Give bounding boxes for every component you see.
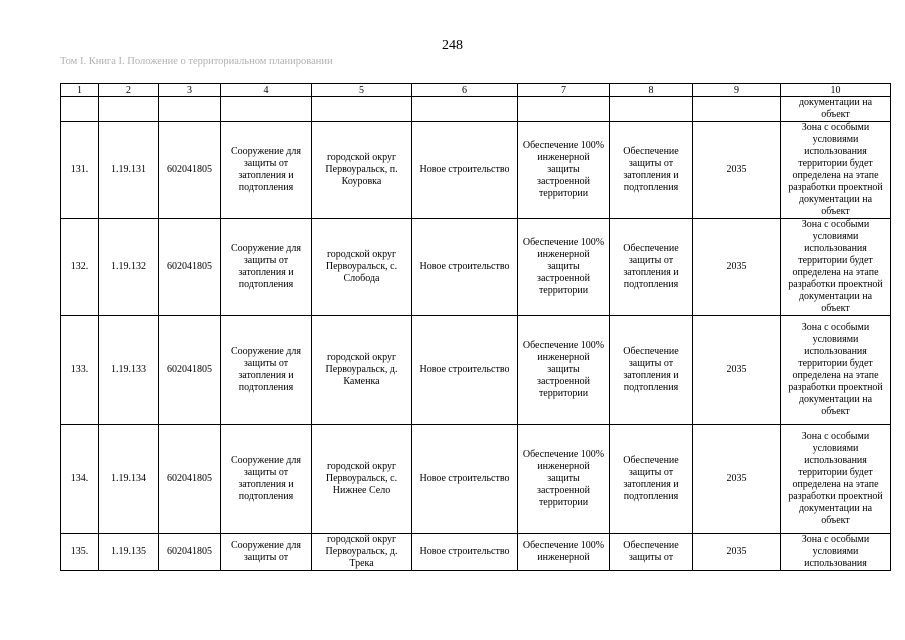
object-name: Сооружение для защиты от <box>221 534 312 571</box>
table-cell <box>693 97 781 122</box>
object-year: 2035 <box>693 316 781 425</box>
object-id: 602041805 <box>159 425 221 534</box>
column-header: 1 <box>61 84 99 97</box>
object-location: городской округ Первоуральск, п. Коуровка <box>312 122 412 219</box>
object-year: 2035 <box>693 534 781 571</box>
zone-cell: Зона с особыми условиями использования территории будет определена на этапе разработки проектной документации на объект <box>781 122 891 219</box>
object-id: 602041805 <box>159 534 221 571</box>
object-status: Новое строительство <box>412 425 518 534</box>
object-purpose: Обеспечение 100% инженерной защиты застроенной территории <box>518 219 610 316</box>
column-header: 7 <box>518 84 610 97</box>
row-number: 132. <box>61 219 99 316</box>
table-row <box>61 534 891 571</box>
object-status: Новое строительство <box>412 316 518 425</box>
object-purpose: Обеспечение 100% инженерной защиты застроенной территории <box>518 122 610 219</box>
object-purpose: Обеспечение 100% инженерной защиты застроенной территории <box>518 316 610 425</box>
header-row <box>61 84 891 97</box>
object-name: Сооружение для защиты от затопления и подтопления <box>221 316 312 425</box>
object-name: Сооружение для защиты от затопления и подтопления <box>221 122 312 219</box>
object-status: Новое строительство <box>412 534 518 571</box>
object-function: Обеспечение защиты от затопления и подтопления <box>610 219 693 316</box>
object-name: Сооружение для защиты от затопления и подтопления <box>221 425 312 534</box>
table-cell <box>518 97 610 122</box>
table-cell <box>610 97 693 122</box>
table-row <box>61 219 891 316</box>
page-number: 248 <box>442 38 463 53</box>
object-year: 2035 <box>693 122 781 219</box>
column-header: 5 <box>312 84 412 97</box>
object-id: 602041805 <box>159 122 221 219</box>
object-year: 2035 <box>693 425 781 534</box>
column-header: 2 <box>99 84 159 97</box>
object-location: городской округ Первоуральск, д. Трека <box>312 534 412 571</box>
object-status: Новое строительство <box>412 219 518 316</box>
row-number: 135. <box>61 534 99 571</box>
object-code: 1.19.133 <box>99 316 159 425</box>
object-location: городской округ Первоуральск, д. Каменка <box>312 316 412 425</box>
zone-cell: документации на объект <box>781 97 891 122</box>
object-purpose: Обеспечение 100% инженерной защиты застроенной территории <box>518 425 610 534</box>
zone-cell: Зона с особыми условиями использования территории будет определена на этапе разработки проектной документации на объект <box>781 425 891 534</box>
objects-table <box>60 83 891 571</box>
zone-cell: Зона с особыми условиями использования территории будет определена на этапе разработки проектной документации на объект <box>781 316 891 425</box>
object-code: 1.19.132 <box>99 219 159 316</box>
table-row <box>61 316 891 425</box>
object-location: городской округ Первоуральск, с. Слобода <box>312 219 412 316</box>
table-cell <box>221 97 312 122</box>
object-name: Сооружение для защиты от затопления и подтопления <box>221 219 312 316</box>
object-function: Обеспечение защиты от <box>610 534 693 571</box>
zone-cell: Зона с особыми условиями использования территории будет определена на этапе разработки проектной документации на объект <box>781 219 891 316</box>
row-number: 131. <box>61 122 99 219</box>
row-number: 134. <box>61 425 99 534</box>
table-cell <box>61 97 99 122</box>
object-code: 1.19.134 <box>99 425 159 534</box>
row-number: 133. <box>61 316 99 425</box>
table-cell <box>159 97 221 122</box>
object-code: 1.19.131 <box>99 122 159 219</box>
column-header: 3 <box>159 84 221 97</box>
table-cell <box>312 97 412 122</box>
object-function: Обеспечение защиты от затопления и подтопления <box>610 316 693 425</box>
column-header: 9 <box>693 84 781 97</box>
object-purpose: Обеспечение 100% инженерной <box>518 534 610 571</box>
object-year: 2035 <box>693 219 781 316</box>
object-id: 602041805 <box>159 316 221 425</box>
column-header: 4 <box>221 84 312 97</box>
table-cell <box>412 97 518 122</box>
table-row <box>61 425 891 534</box>
table-cell <box>99 97 159 122</box>
table-row <box>61 122 891 219</box>
object-function: Обеспечение защиты от затопления и подтопления <box>610 122 693 219</box>
object-function: Обеспечение защиты от затопления и подтопления <box>610 425 693 534</box>
object-code: 1.19.135 <box>99 534 159 571</box>
object-location: городской округ Первоуральск, с. Нижнее Село <box>312 425 412 534</box>
object-status: Новое строительство <box>412 122 518 219</box>
zone-cell: Зона с особыми условиями использования <box>781 534 891 571</box>
object-id: 602041805 <box>159 219 221 316</box>
running-header: Том I. Книга I. Положение о территориальном планировании <box>60 56 333 67</box>
column-header: 10 <box>781 84 891 97</box>
continuation-row <box>61 97 891 122</box>
column-header: 6 <box>412 84 518 97</box>
column-header: 8 <box>610 84 693 97</box>
